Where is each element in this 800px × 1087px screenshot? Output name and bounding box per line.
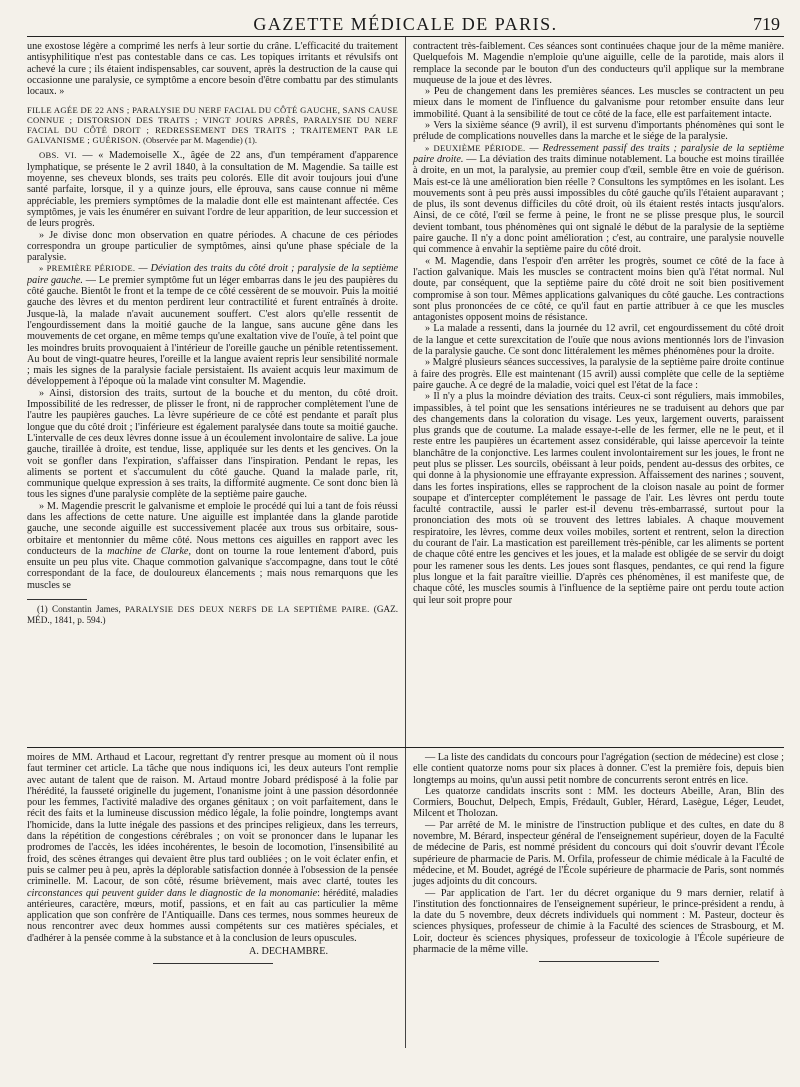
signature: A. DECHAMBRE. bbox=[249, 946, 328, 958]
review-text-end: : hérédité, maladies antérieures, caractère, mœurs, motif, passions, et en fait au cas particulier la même application que son confrère de l'Antiquaille. Dans ces termes, nous sommes heureux de nous rencontrer avec deux hommes aussi compétents sur ces matières spéciales, et d'adhérer à la pensée comme à la substance et à la conclusion de leurs opuscules. bbox=[27, 887, 398, 944]
paragraph-sixth-session: » Vers la sixième séance (9 avril), il est survenu d'importants phénomènes qui sont le prélude de complications nouvelles dans la marche et le siége de la paralysie. bbox=[413, 120, 784, 143]
footnote-author: (1) Constantin James, bbox=[37, 604, 121, 615]
paragraph-first-sessions: » Peu de changement dans les premières séances. Les muscles se contractent un peu mieux dans le moment de l'influence du galvanisme pour retomber ensuite dans leur immobilité. Quant à la sensibilité de tout ce côté de la face, elle est parfaitement intacte. bbox=[413, 86, 784, 120]
paragraph-distortion: » Ainsi, distorsion des traits, surtout de la bouche et du menton, du côté droit. Impossibilité de les redresser, de plisser le front, ni de rapprocher complètement l'une de l'autre les paupières gauches. La lèvre supérieure de ce côté est pendante et paraît plus longue que du côté droit ; l'inférieure est également paralysée dans toute sa moitié gauche. L'intervalle de ces deux lèvres donne issue à un écoulement involontaire de salive. La joue gauche, tiraillée à droite, est tendue, lisse, appliquée sur les dents et les gencives. On la voit se gonfler dans l'expiration, s'affaisser dans l'inspiration. Pendant le repas, les aliments se portent et s'accumulent du côté gauche. Quand la malade parle, rit, communique quelque expression à ses traits, la difformité augmente. Ce sont donc bien là tous les signes d'une paralysie complète de la septième paire gauche. bbox=[27, 387, 398, 501]
paragraph-ministerial-order: — Par arrêté de M. le ministre de l'instruction publique et des cultes, en date du 8 novembre, M. Bérard, inspecteur général de l'enseignement supérieur, doyen de la Faculté de médecine de Paris, est nommé président du concours qui doit s'ouvrir devant l'École supérieure de pharmacie de Paris. M. Orfila, professeur de chimie médicale à la Faculté de médecine, et M. Boudet, agrégé de l'École supérieure de pharmacie de Paris, sont nommés juges adjoints du dit concours. bbox=[413, 819, 784, 888]
page-number: 719 bbox=[753, 14, 780, 34]
paragraph-progress: » Malgré plusieurs séances successives, la paralysie de la septième paire droite continue à faire des progrès. Elle est maintenant (15 avril) aussi complète que celle de la septième paire gauche. A ce degré de la maladie, voici quel est l'état de la face : bbox=[413, 357, 784, 391]
first-period-label: » PREMIÈRE PÉRIODE. bbox=[39, 263, 136, 274]
paragraph-face-state: » Il n'y a plus la moindre déviation des traits. Ceux-ci sont réguliers, mais immobiles, impassibles, à tel point que les sensations intérieures ne se traduisent au dehors que par des changements dans la coloration du visage. Les yeux, largement ouverts, paraissent plus grands que de coutume. La malade essaye-t-elle de les fermer, elle ne le peut, et il reste entre les paupières un écartement assez considérable, qui laisse apercevoir la teinte blanchâtre de la conjonctive. Les larmes coulent involontairement sur les joues, le front ne peut plus se plisser. Les sourcils, obéissant à leur poids, pendent au-dessus des orbites, ce qui donne à la physionomie une effrayante expression. Affaissement des narines ; souvent, dans les fortes inspirations, elles se rapprochent de la cloison nasale au point de former soupape et d'intercepter complétement le passage de l'air. Les lèvres ont perdu toute faculté contractile, aussi le parler est-il devenu très-embarrassé, surtout pour la prononciation des mots où se trouvent des lettres labiales. A chaque mouvement respiratoire, les lèvres, comme deux voiles mobiles, sortent et rentrent, selon la direction du courant de l'air. La mastication est pareillement très-pénible, car les aliments se portent de chaque côté entre les gencives et les joues, et la malade est obligée de se servir du doigt pour les ramener sous les dents. Les joues sont flasques, pendantes, ce qui rend la figure plus longue et la fait paraître vieillie. D'après ces phénomènes, il est manifeste que, de chaque côté, les muscles soumis à l'influence de la septième paire ont perdu toute action qui leur soit propre pour bbox=[413, 391, 784, 606]
footnote-rule bbox=[27, 599, 87, 600]
second-period-label: » DEUXIÈME PÉRIODE. bbox=[425, 142, 526, 153]
page-header bbox=[27, 0, 784, 37]
paragraph-candidates-names: Les quatorze candidats inscrits sont : MM. les docteurs Abeille, Aran, Blin des Cormiers, Bouchut, Delpech, Empis, Frédault, Gubler, Hérard, Lasègue, Léger, Leudet, Milcent et Tholozan. bbox=[413, 785, 784, 820]
galvanism-machine: machine de Clarke, bbox=[107, 545, 191, 557]
footnote bbox=[27, 604, 398, 626]
paragraph-first-period bbox=[27, 263, 398, 387]
paragraph-continuation: une exostose légère a comprimé les nerfs à leur sortie du crâne. L'efficacité du traitement antisyphilitique n'est pas contestable dans ce cas. Les topiques irritants et révulsifs ont achevé la cure ; ils étaient indispensables, car souvent, après la destruction de la cause qui occasionne une paralysie, ce symptôme a encore besoin d'être combattu par des stimulants locaux. » bbox=[27, 41, 398, 98]
footnote-title: PARALYSIE DES DEUX NERFS DE LA SEPTIÈME PAIRE. bbox=[124, 604, 370, 615]
first-period-title: — Déviation des traits du côté droit ; paralysie de la septième paire gauche. bbox=[27, 263, 398, 286]
galvanism-text-end: dont on tourne la roue lentement d'abord, puis ensuite un peu plus vite. Chaque commotion galvanique s'accompagne, dans tout le côté correspondant de la face, de douloureux élancements ; mais nous remarquons que les muscles se bbox=[27, 545, 399, 591]
footnote-source: (GAZ. MÉD., 1841, p. 594.) bbox=[27, 604, 399, 626]
upper-section bbox=[27, 37, 784, 748]
upper-left-column bbox=[27, 37, 406, 747]
galvanism-text-start: » M. Magendie prescrit le galvanisme et emploie le procédé qui lui a tant de fois réussi dans les affections de cette nature. Une aiguille est implantée dans la glande parotide gauche, une seconde aiguille est successivement placée aux trous sus orbitaire, sous-orbitaire et mentonnier du même côté. Nous mettons ces aiguilles en rapport avec les conducteurs de la bbox=[27, 500, 398, 557]
paragraph-candidates-list: — La liste des candidats du concours pour l'agrégation (section de médecine) est close ; elle contient quatorze noms pour six places à donner. C'est la première fois, depuis bien longtemps au moins, qu'un aussi petit nombre de concurrents seront entrés en lice. bbox=[413, 752, 784, 786]
observation-text: — « Mademoiselle X., âgée de 22 ans, d'un tempérament d'apparence lymphatique, se présente le 2 avril 1840, à la consultation de M. Magendie. Sa taille est moyenne, ses cheveux blonds, ses traits peu colorés. Elle dit avoir toujours joui d'une santé parfaite, lorsque, il y a quinze jours, elle éprouva, sans cause connue ni même appréciable, les premiers symptômes de la maladie dont elle est maintenant affectée. Ces symptômes, je vais les énumérer en suivant l'ordre de leur apparition, de leur succession et de leurs progrès. bbox=[27, 150, 398, 230]
paragraph-magendie: « M. Magendie, dans l'espoir d'en arrêter les progrès, soumet ce côté de la face à l'action galvanique. Mais les muscles se contractent moins bien qu'à l'état normal. Nul doute, par conséquent, que la septième paire du côté droit ne soit bien positivement compromise à son tour. Mêmes applications galvaniques du côté gauche. Les contractions sont plus prononcées de ce côté, ce qu'il faut en partie attribuer à ce que les muscles antagonistes opposent moins de résistance. bbox=[413, 255, 784, 324]
paragraph-continuation-right: contractent très-faiblement. Ces séances sont continuées chaque jour de la même manière. Quelquefois M. Magendie n'emploie qu'une aiguille, celle de la parotide, mais alors il remplace la seconde par le bouton d'un des conducteurs qu'il applique sur la membrane muqueuse de la joue et des lèvres. bbox=[413, 41, 784, 86]
lower-right-column bbox=[406, 748, 784, 1048]
case-heading-attribution: (Observée par M. Magendie) (1). bbox=[142, 135, 258, 146]
review-text-start: moires de MM. Arthaud et Lacour, regrettant d'y rentrer presque au moment où il nous faut terminer cet article. La tâche que nous indiquons ici, les deux auteurs l'ont remplie avec autant de talent que de raison. M. Artaud montre Jobard prédisposé à la folie par l'hérédité, la fausseté originelle du jugement, l'onanisme joint à une passion désordonnée pour les femmes, l'activité maladive des organes génitaux ; on voit parfaitement, dans le récit des faits et la lumineuse discussion médico légale, la folie poindre, longtemps avant l'homicide, dans la lutte inégale des passions et des principes religieux, dans les terreurs, dans la répétition de congestions cérébrales ; on voit se prononcer dans le lupanar les prodromes de l'accès, les idées incohérentes, le besoin de locomotion, l'insensibilité au froid, des scènes étranges qui devaient être plus tard oubliées ; on le voit éclater enfin, et puis se calmer peu à peu, après la déplorable satisfaction donnée à l'obsession de la pensée criminelle. M. Lacour, de son côté, résume brièvement, mais avec clarté, toutes les bbox=[27, 752, 398, 888]
paragraph-tongue: » La malade a ressenti, dans la journée du 12 avril, cet engourdissement du côté droit de la langue et cette surexcitation de l'ouïe que nous avions mentionnés lors de l'invasion de la paralysie gauche. Ce sont donc littéralement les mêmes phénomènes pour la droite. bbox=[413, 323, 784, 358]
observation-paragraph bbox=[27, 150, 398, 229]
lower-left-column bbox=[27, 748, 406, 1048]
article-end-rule bbox=[153, 963, 273, 964]
review-italic: circonstances qui peuvent guider dans le diagnostic de la monomanie bbox=[27, 887, 318, 899]
paragraph-second-period bbox=[413, 143, 784, 256]
observation-label: OBS. VI. bbox=[39, 150, 77, 161]
lower-section bbox=[27, 748, 784, 1048]
journal-title: GAZETTE MÉDICALE DE PARIS. bbox=[253, 14, 558, 34]
second-period-title: — Redressement passif des traits ; paralysie de la septième paire droite. bbox=[413, 142, 784, 165]
first-period-text: — Le premier symptôme fut un léger embarras dans le jeu des paupières du côté gauche. Bientôt le front et la tempe de ce côté cessèrent de se mouvoir. Puis la moitié gauche des lèvres et du menton perdirent leur contractilité et furent entraînés à droite. Jusque-là, la malade n'avait aucunement souffert. C'est alors qu'elle ressentit de l'engourdissement dans la moitié gauche de la langue, sans aucune gêne dans les mouvements de cet organe, en même temps qu'une exaltation vive de l'ouïe, à tel point que les moindres bruits provoquaient à l'intérieur de l'oreille gauche un pénible retentissement. Au bout de vingt-quatre heures, l'oreille et la langue avaient repris leur sensibilité normale ; mais les signes de la paralysie faciale persistaient. Ils avaient acquis leur maximum de développement à l'époque où la malade vint consulter M. Magendie. bbox=[27, 274, 399, 388]
case-heading-smallcaps: FILLE AGÉE DE 22 ANS ; PARALYSIE DU NERF FACIAL DU CÔTÉ GAUCHE, SANS CAUSE CONNUE ; DISTORSION DES TRAITS ; VINGT JOURS APRÈS, PARALYSIE DU NERF FACIAL DU CÔTÉ DROIT ; REDRESSEMENT DES TRAITS ; TRAITEMENT PAR LE GALVANISME ; GUÉRISON. bbox=[27, 105, 398, 146]
paragraph-review bbox=[27, 752, 398, 944]
news-end-rule bbox=[539, 961, 659, 962]
upper-right-column bbox=[406, 37, 784, 747]
paragraph-periods: » Je divise donc mon observation en quatre périodes. A chacune de ces périodes correspondra un groupe particulier de symptômes, ainsi qu'une phase spéciale de la paralysie. bbox=[27, 229, 398, 264]
paragraph-galvanism bbox=[27, 501, 398, 591]
case-heading bbox=[27, 105, 398, 145]
second-period-text: — La déviation des traits diminue notablement. La bouche est moins tiraillée à droite, en un mot, la paralysie, au premier coup d'œil, semble être en voie de guérison. Mais est-ce là une amélioration bien réelle ? Consultons les symptômes en les isolant. Les mouvements sont à peu près aussi impossibles du côté gauche qu'ils l'étaient auparavant ; de plus, ils sont devenus difficiles du côté droit, où ils étaient restés intacts jusqu'alors. Ainsi, de ce côté, l'œil se ferme à peine, le front ne se plisse presque plus, le sourcil devient tombant, tous phénomènes qui ont signalé le début de la paralysie de la septième paire gauche. Il n'y a donc point amélioration ; c'est, au contraire, une paralysie nouvelle qui commence à envahir la septième paire du côté droit. bbox=[413, 153, 784, 256]
paragraph-decree: — Par application de l'art. 1er du décret organique du 9 mars dernier, relatif à l'institution des fonctionnaires de l'enseignement supérieur, le prince-président a rendu, à la date du 5 novembre, deux décrets individuels qui nomment : M. Pasteur, docteur ès sciences physiques, professeur de chimie à la Faculté des sciences de Strasbourg, et M. Loir, docteur ès sciences physiques, professeur de toxicologie à l'École supérieure de pharmacie de la même ville. bbox=[413, 887, 784, 956]
